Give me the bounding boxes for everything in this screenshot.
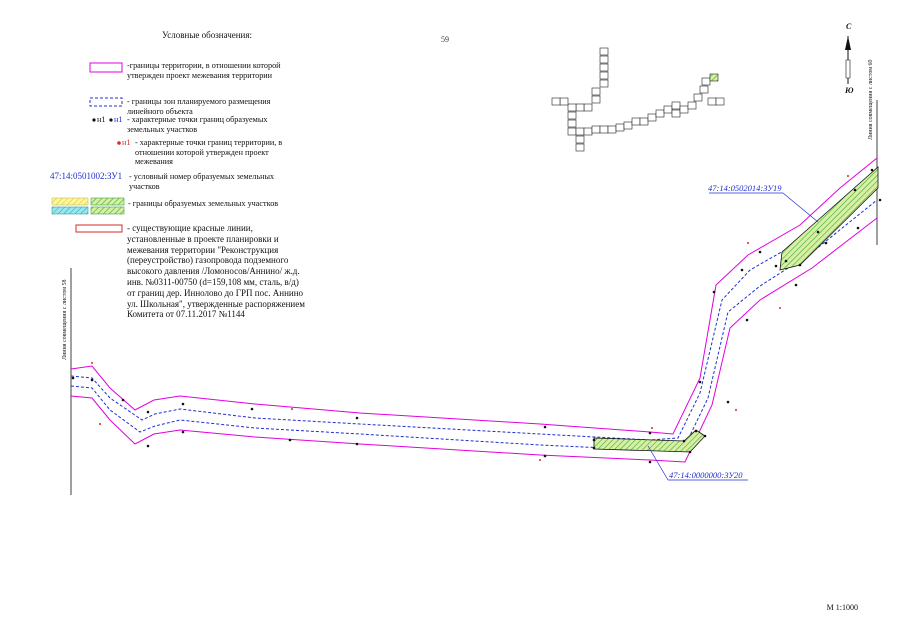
parcel-label-zu20: 47:14:0000000:ЗУ20 [669,470,743,480]
legend-symbol-territory [90,63,122,72]
north-arrow-icon [845,36,851,84]
legend-text-parcels: - границы образуемых земельных участков [128,199,279,208]
south-label: Ю [845,86,854,95]
legend-marker-n1-b: н1 [114,115,123,124]
legend-symbol-hatch-yellow [52,198,88,205]
legend-symbol-red-line [76,225,122,232]
legend-marker-n1-a: н1 [97,115,106,124]
legend-text-cadastral: - условный номер образуемых земельных участков [129,172,275,191]
legend-title: Условные обозначения: [162,30,253,40]
legend-symbol-zone [90,98,122,106]
north-label: С [846,22,852,31]
legend-symbol-hatch-green [91,198,124,205]
legend-symbol-hatch-green-2 [91,207,124,214]
sheet-left-label: Линия совмещения с листом 58 [62,279,68,360]
legend-marker-n1-red: н1 [122,138,131,147]
scale-label: М 1:1000 [826,603,858,612]
page-number: 59 [441,35,449,44]
overview-inset [552,48,724,151]
legend-text-red-points: - характерные точки границ территории, в отношении которой утвержден проект межевания [135,138,283,167]
legend-cadastral-number: 47:14:0501002:ЗУ1 [50,171,123,181]
legend-text-zone: - границы зон планируемого размещения линейного объекта [127,97,271,116]
legend-text-territory: -границы территории, в отношении которой утвержден проект межевания территории [127,61,281,80]
parcel-label-zu19: 47:14:0502014:ЗУ19 [708,183,782,193]
sheet-right-label: Линия совмещения с листом 60 [868,59,874,140]
leader-zu19-diag [783,193,818,222]
legend-text-points: - характерные точки границ образуемых земельных участков [127,115,268,134]
legend-text-red-lines: - существующие красные линии, установленные в проекте планировки и межевания территории "Реконструкция (переустройство) газопровода подземного высокого давления /Ломоносов/Аннино/ ж.д. инв. №0311-00750 (d=159,108 мм, сталь, в/д) от границ дер. Иннолово до ГРП пос. Аннино ул. Школьная", утвержденные распоряжением Комитета от 07.11.2017 №1144 [127,223,305,320]
legend-symbol-hatch-cyan [52,207,88,214]
